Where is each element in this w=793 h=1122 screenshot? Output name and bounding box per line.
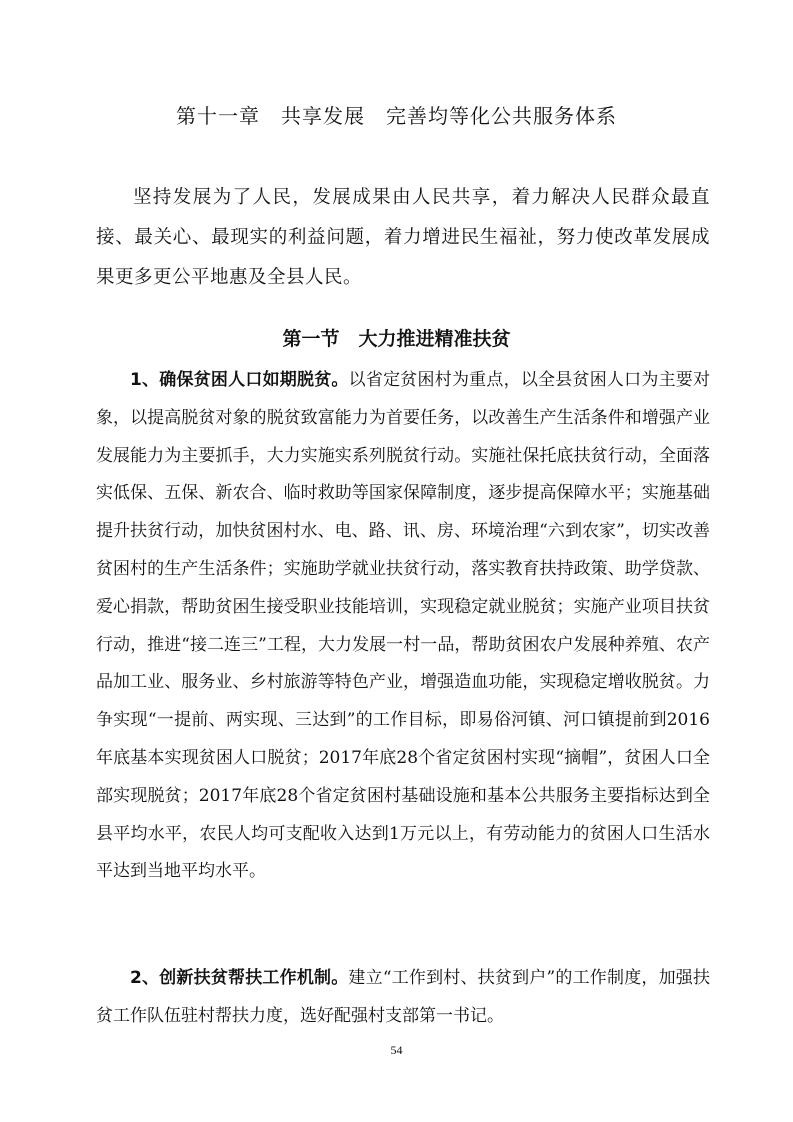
paragraph-innovate-mechanism (96, 960, 710, 1036)
chapter-title: 第十一章 共享发展 完善均等化公共服务体系 (176, 104, 617, 128)
paragraph-ensure-poverty-exit (96, 362, 710, 891)
paragraph-lead: 1、确保贫困人口如期脱贫。 (130, 370, 349, 390)
page-number: 54 (390, 1043, 403, 1057)
paragraph-body: 以省定贫困村为重点，以全县贫困人口为主要对象，以提高脱贫对象的脱贫致富能力为首要任务，以改善生产生活条件和增强产业发展能力为主要抓手，大力实施实系列脱贫行动。实施社保托底扶贫行动，全面落实低保、五保、新农合、临时救助等国家保障制度，逐步提高保障水平；实施基础提升扶贫行动，加快贫困村水、电、路、讯、房、环境治理“六到农家”，切实改善贫困村的生产生活条件；实施助学就业扶贫行动，落实教育扶持政策、助学贷款、爱心捐款，帮助贫困生接受职业技能培训，实现稳定就业脱贫；实施产业项目扶贫行动，推进“接二连三”工程，大力发展一村一品，帮助贫困农户发展种养殖、农产品加工业、服务业、乡村旅游等特色产业，增强造血功能，实现稳定增收脱贫。力争实现“一提前、两实现、三达到”的工作目标，即易俗河镇、河口镇提前到2016年底基本实现贫困人口脱贫；2017年底28个省定贫困村实现“摘帽”，贫困人口全部实现脱贫；2017年底28个省定贫困村基础设施和基本公共服务主要指标达到全县平均水平，农民人均可支配收入达到1万元以上，有劳动能力的贫困人口生活水平达到当地平均水平。 (96, 370, 711, 882)
intro-paragraph: 坚持发展为了人民，发展成果由人民共享，着力解决人民群众最直接、最关心、最现实的利益问题，着力增进民生福祉，努力使改革发展成果更多更公平地惠及全县人民。 (96, 187, 710, 288)
paragraph-body: 建立“工作到村、扶贫到户”的工作制度，加强扶贫工作队伍驻村帮扶力度，选好配强村支部第一书记。 (96, 968, 710, 1026)
paragraph-lead: 2、创新扶贫帮扶工作机制。 (130, 968, 349, 988)
section-title: 第一节 大力推进精准扶贫 (282, 328, 511, 350)
